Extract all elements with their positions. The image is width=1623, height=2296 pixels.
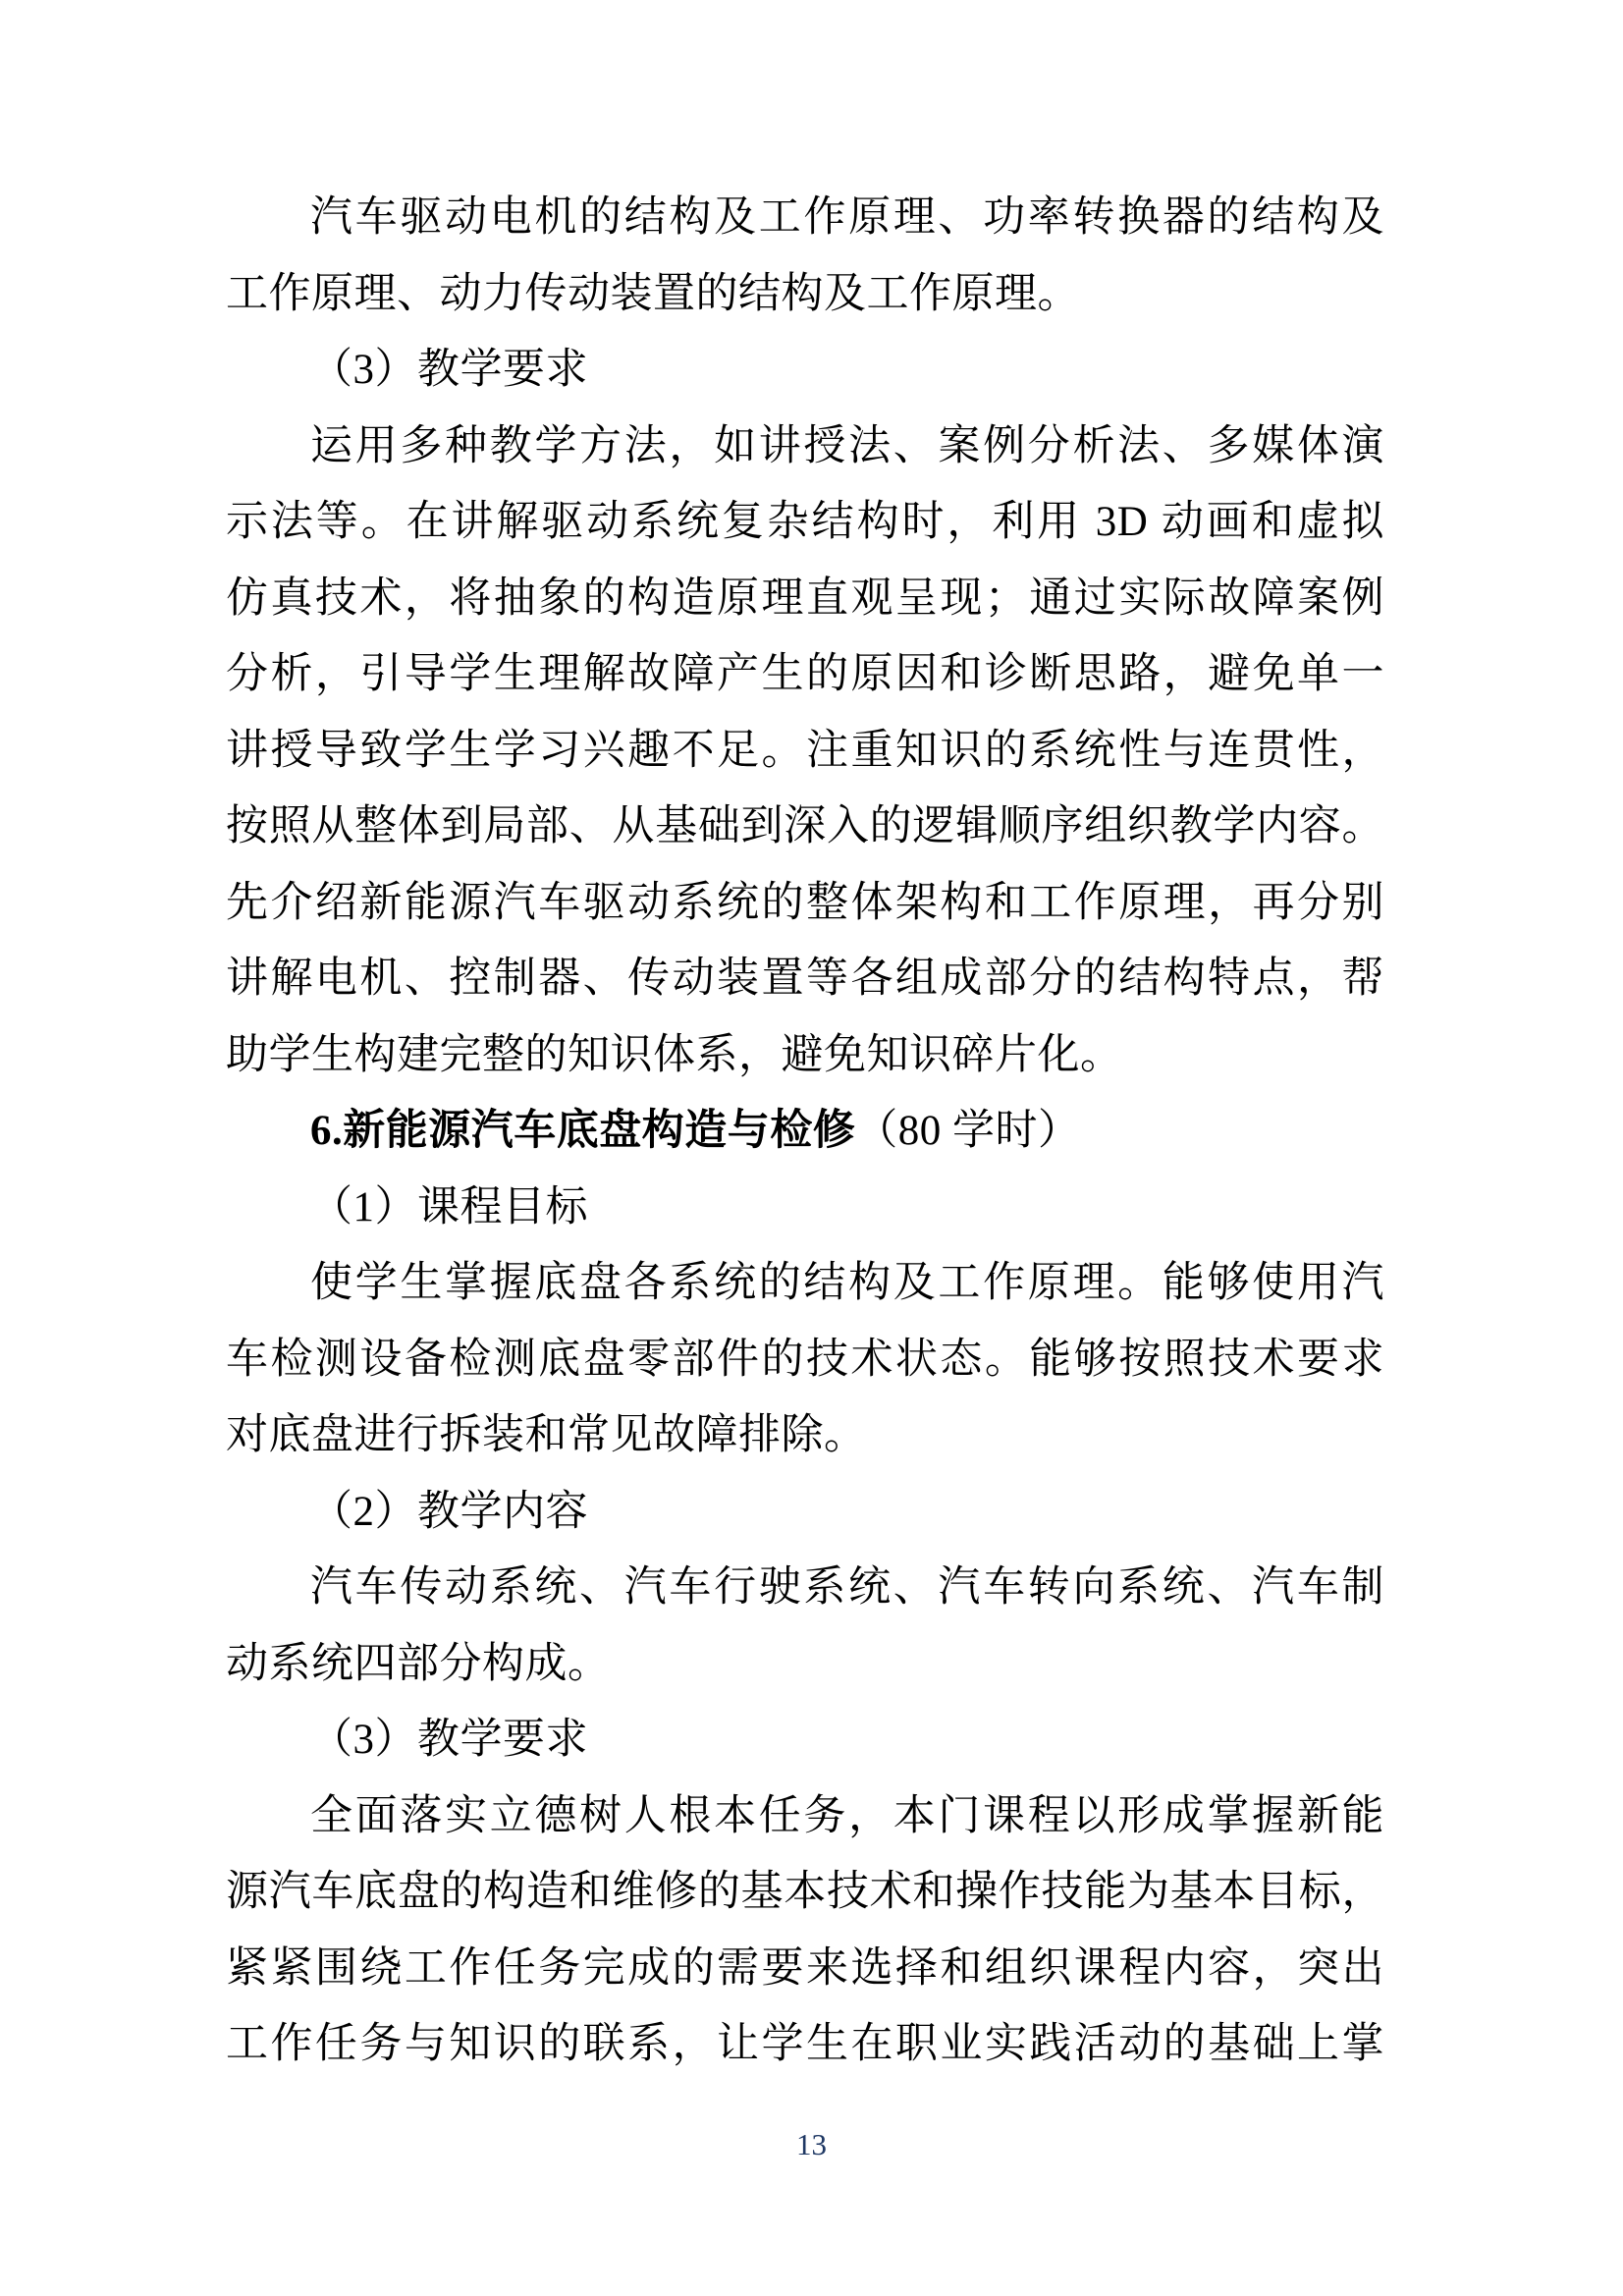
- course-hours: （80 学时）: [855, 1108, 1081, 1154]
- text-line: 动系统四部分构成。: [226, 1640, 611, 1687]
- course-title-bold: 6.新能源汽车底盘构造与检修: [310, 1108, 856, 1154]
- text-line: 先介绍新能源汽车驱动系统的整体架构和工作原理，再分别: [226, 879, 1384, 926]
- text-line: 讲解电机、控制器、传动装置等各组成部分的结构特点，帮: [226, 956, 1384, 1002]
- text-line: 工作原理、动力传动装置的结构及工作原理。: [226, 270, 1080, 317]
- text-line: （3）教学要求: [310, 1717, 588, 1763]
- text-line: 工作任务与知识的联系，让学生在职业实践活动的基础上掌: [226, 2021, 1384, 2067]
- text-line: 仿真技术，将抽象的构造原理直观呈现；通过实际故障案例: [226, 574, 1384, 622]
- text-line: （2）教学内容: [310, 1488, 588, 1535]
- text-line: （3）教学要求: [310, 347, 588, 393]
- page-number: 13: [796, 2127, 827, 2161]
- text-line: 按照从整体到局部、从基础到深入的逻辑顺序组织教学内容。: [226, 803, 1384, 849]
- text-line: 助学生构建完整的知识体系，避免知识碎片化。: [226, 1031, 1123, 1078]
- text-line: 全面落实立德树人根本任务，本门课程以形成掌握新能: [310, 1792, 1384, 1839]
- text-line: 源汽车底盘的构造和维修的基本技术和操作技能为基本目标，: [226, 1869, 1384, 1915]
- text-line: 讲授导致学生学习兴趣不足。注重知识的系统性与连贯性，: [226, 727, 1384, 774]
- text-line: 使学生掌握底盘各系统的结构及工作原理。能够使用汽: [310, 1260, 1384, 1306]
- text-line: 示法等。在讲解驱动系统复杂结构时，利用 3D 动画和虚拟: [226, 499, 1384, 545]
- text-line: （1）课程目标: [310, 1183, 588, 1230]
- text-line: 分析，引导学生理解故障产生的原因和诊断思路，避免单一: [226, 651, 1384, 697]
- text-line: 车检测设备检测底盘零部件的技术状态。能够按照技术要求: [226, 1336, 1384, 1383]
- document-text: [226, 180, 1384, 2083]
- text-line: 运用多种教学方法，如讲授法、案例分析法、多媒体演: [310, 422, 1384, 469]
- text-line: 汽车驱动电机的结构及工作原理、功率转换器的结构及: [310, 194, 1384, 241]
- text-line: 紧紧围绕工作任务完成的需要来选择和组织课程内容，突出: [226, 1944, 1384, 1992]
- text-line: 汽车传动系统、汽车行驶系统、汽车转向系统、汽车制: [310, 1564, 1384, 1611]
- text-line: 对底盘进行拆装和常见故障排除。: [226, 1412, 867, 1458]
- text-line: [226, 1093, 1384, 1170]
